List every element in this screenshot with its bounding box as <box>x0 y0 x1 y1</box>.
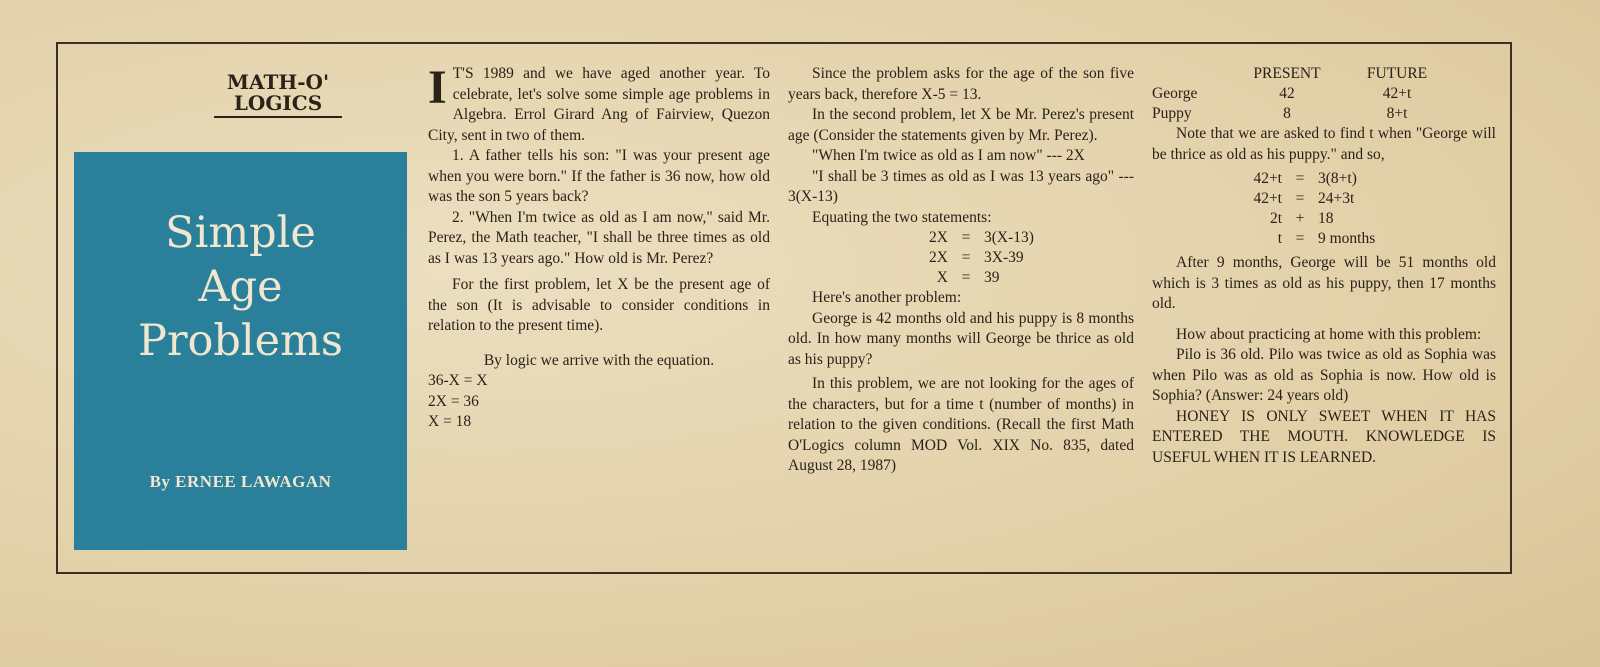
feature-title-box <box>74 152 407 550</box>
solution-1-answer: Since the problem asks for the age of the son five years back, therefore X-5 = 13. <box>788 65 1134 103</box>
table-row <box>1152 104 1452 124</box>
age-table <box>1152 64 1452 124</box>
header-present: PRESENT <box>1253 65 1321 82</box>
problem-1: 1. A father tells his son: "I was your present age when you were born." If the father is 36 now, how old was the son 5 years back? <box>428 147 770 205</box>
header-future: FUTURE <box>1366 65 1428 82</box>
eq-right: 39 <box>984 269 1000 286</box>
eq-op: = <box>1295 230 1305 247</box>
row-label: Puppy <box>1152 105 1192 122</box>
problem-2: 2. "When I'm twice as old as I am now," said Mr. Perez, the Math teacher, "I shall be three times as old as I was 13 years ago." How old is Mr. Perez? <box>428 208 770 267</box>
eq-op: = <box>961 249 971 266</box>
article-title <box>74 206 407 368</box>
equation-row <box>1222 189 1375 209</box>
column-logo <box>188 72 368 118</box>
solution-3-setup: In this problem, we are not looking for the ages of the characters, but for a time t (number of months) in relation to the given conditions. (Recall the first Math O'Logics column MOD Vol. XIX No. 835, dated August 28, 1987) <box>788 375 1134 474</box>
row-label: George <box>1152 85 1198 102</box>
equation-table-1 <box>908 228 1034 288</box>
cell-future: 8+t <box>1386 105 1408 122</box>
text-column-2 <box>788 64 1134 477</box>
eq-op: = <box>961 229 971 246</box>
equation-row <box>908 248 1034 268</box>
equation-row <box>908 228 1034 248</box>
cell-future: 42+t <box>1382 85 1412 102</box>
intro-text: T'S 1989 and we have aged another year. To celebrate, let's solve some simple age problems in Algebra. Errol Girard Ang of Fairview, Quezon City, sent in two of them. <box>428 65 770 144</box>
solution-1-logic: By logic we arrive with the equation. <box>483 351 715 369</box>
cell-present: 8 <box>1283 105 1291 122</box>
equation-3: X = 18 <box>428 413 472 430</box>
statement-1: "When I'm twice as old as I am now" --- 2X <box>812 147 1085 164</box>
eq-left: 2X <box>929 249 948 266</box>
eq-right: 18 <box>1318 210 1334 227</box>
eq-right: 3X-39 <box>984 249 1024 266</box>
eq-op: = <box>961 269 971 286</box>
eq-op: = <box>1295 190 1305 207</box>
drop-cap: I <box>428 61 447 114</box>
cell-present: 42 <box>1279 85 1295 102</box>
title-line-3: Problems <box>138 316 343 366</box>
statement-2: "I shall be 3 times as old as I was 13 years ago" --- 3(X-13) <box>788 167 1134 205</box>
eq-right: 24+3t <box>1318 190 1355 207</box>
equation-row <box>1222 209 1375 229</box>
eq-right: 9 months <box>1318 230 1376 247</box>
age-table-header <box>1152 64 1452 84</box>
closing-quote: HONEY IS ONLY SWEET WHEN IT HAS ENTERED THE MOUTH. KNOWLEDGE IS USEFUL WHEN IT IS LEARNED. <box>1152 407 1496 466</box>
eq-left: t <box>1277 230 1282 247</box>
article-frame <box>56 42 1512 574</box>
logo-underline <box>214 116 342 118</box>
intro-paragraph <box>428 61 770 146</box>
logo-line-1: MATH-O' <box>226 70 330 94</box>
another-problem-label: Here's another problem: <box>812 289 962 306</box>
eq-left: 2X <box>929 229 948 246</box>
title-line-1: Simple <box>165 208 316 258</box>
title-line-2: Age <box>198 262 283 312</box>
problem-3: George is 42 months old and his puppy is 8 months old. In how many months will George be thrice as old as his puppy? <box>788 309 1134 368</box>
practice-intro: How about practicing at home with this problem: <box>1176 325 1482 343</box>
solution-1-setup: For the first problem, let X be the present age of the son (It is advisable to consider conditions in relation to the present time). <box>428 276 770 334</box>
equation-row <box>1222 229 1375 249</box>
equation-row <box>908 268 1034 288</box>
eq-right: 3(X-13) <box>984 229 1034 246</box>
eq-left: X <box>936 269 948 286</box>
equating-label: Equating the two statements: <box>812 208 992 226</box>
note-paragraph: Note that we are asked to find t when "George will be thrice as old as his puppy." and so, <box>1152 125 1496 163</box>
byline: By ERNEE LAWAGAN <box>149 472 332 491</box>
practice-problem: Pilo is 36 old. Pilo was twice as old as Sophia was when Pilo was as old as Sophia is now. How old is Sophia? (Answer: 24 years old) <box>1152 346 1496 404</box>
eq-left: 2t <box>1269 210 1282 227</box>
equation-2: 2X = 36 <box>428 392 479 410</box>
logo-line-2: LOGICS <box>233 91 323 115</box>
eq-left: 42+t <box>1253 170 1282 187</box>
table-row <box>1152 84 1452 104</box>
text-column-1 <box>428 61 770 433</box>
solution-2-setup: In the second problem, let X be Mr. Perez's present age (Consider the statements given by Mr. Perez). <box>788 106 1134 144</box>
eq-op: + <box>1295 210 1305 227</box>
eq-left: 42+t <box>1253 190 1282 207</box>
equation-table-2 <box>1222 169 1375 249</box>
text-column-3 <box>1152 64 1496 468</box>
equation-row <box>1222 169 1375 189</box>
solution-3-answer: After 9 months, George will be 51 months old which is 3 times as old as his puppy, then 17 months old. <box>1152 254 1496 312</box>
eq-op: = <box>1295 170 1305 187</box>
eq-right: 3(8+t) <box>1318 170 1357 187</box>
equation-1: 36-X = X <box>428 372 488 389</box>
